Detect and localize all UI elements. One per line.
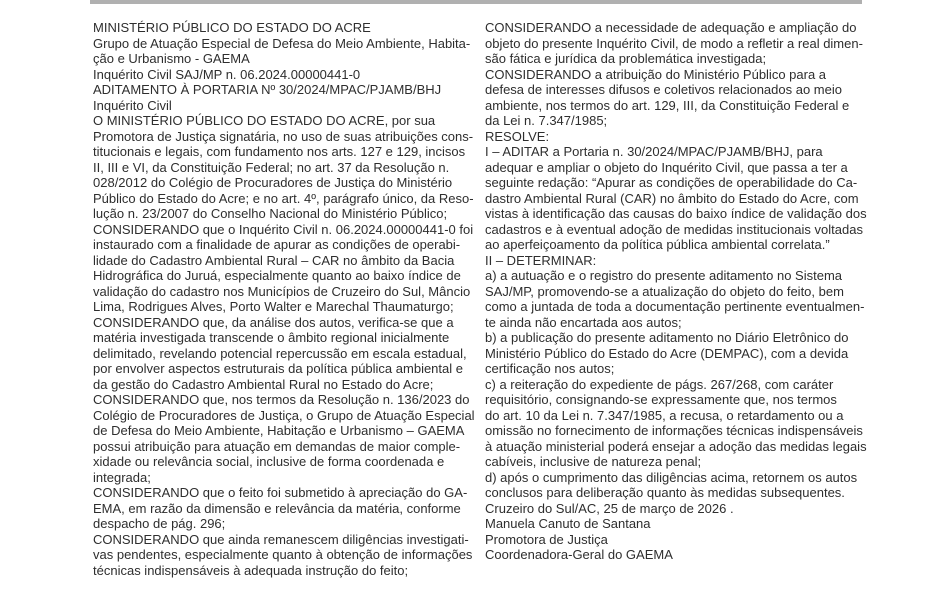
text-line: CONSIDERANDO que, da análise dos autos, verifica-se que a: [93, 314, 454, 330]
text-line: Lima, Rodrigues Alves, Porto Walter e Marechal Thaumaturgo;: [93, 299, 454, 314]
text-line: certificação nos autos;: [485, 361, 615, 376]
text-line: I – ADITAR a Portaria n. 30/2024/MPAC/PJAMB/BHJ, para: [485, 144, 823, 159]
text-line: do art. 10 da Lei n. 7.347/1985, a recusa, o retardamento ou a: [485, 407, 844, 423]
text-line: matéria investigada transcende o âmbito regional inicialmente: [93, 330, 450, 345]
text-line: CONSIDERANDO a atribuição do Ministério Público para a: [485, 66, 827, 82]
text-line: dastro Ambiental Rural (CAR) no âmbito do Estado do Acre, com: [485, 190, 859, 206]
text-line: EMA, em razão da dimensão e relevância da matéria, conforme: [93, 500, 461, 516]
text-line: CONSIDERANDO que o feito foi submetido à apreciação do GA-: [93, 485, 468, 500]
text-line: Promotora de Justiça: [485, 531, 608, 547]
text-line: cabíveis, inclusive de natureza penal;: [485, 454, 702, 469]
text-line: técnicas indispensáveis à adequada instrução do feito;: [93, 562, 409, 578]
text-line: RESOLVE:: [485, 128, 550, 144]
text-line: à atuação ministerial poderá ensejar a adoção das medidas legais: [485, 438, 867, 454]
text-line: seguinte redação: “Apurar as condições de operabilidade do Ca-: [485, 175, 858, 190]
text-line: CONSIDERANDO que, nos termos da Resolução n. 136/2023 do: [93, 392, 470, 407]
text-line: cadastros e à eventual adoção de medidas institucionais voltadas: [485, 221, 863, 237]
text-line: vistas à identificação das causas do baixo índice de validação dos: [485, 206, 867, 221]
text-line: a) a autuação e o registro do presente aditamento no Sistema: [485, 268, 842, 283]
text-line: ADITAMENTO À PORTARIA Nº 30/2024/MPAC/PJAMB/BHJ: [93, 82, 442, 97]
text-line: 028/2012 do Colégio de Procuradores de Justiça do Ministério: [93, 175, 453, 190]
text-line: Cruzeiro do Sul/AC, 25 de março de 2026 .: [485, 500, 734, 516]
text-line: O MINISTÉRIO PÚBLICO DO ESTADO DO ACRE, por sua: [93, 113, 436, 128]
document-column-right: [485, 20, 867, 563]
text-line: lução n. 23/2007 do Conselho Nacional do Ministério Público;: [93, 206, 448, 221]
text-line: requisitório, consignando-se expressamente que, nos termos: [485, 392, 837, 407]
text-line: SAJ/MP, promovendo-se a atualização do objeto do feito, bem: [485, 283, 844, 299]
text-line: ambiente, nos termos do art. 129, III, da Constituição Federal e: [485, 97, 850, 113]
text-line: CONSIDERANDO a necessidade de adequação e ampliação do: [485, 20, 857, 35]
text-line: Coordenadora-Geral do GAEMA: [485, 547, 673, 562]
text-line: conclusos para deliberação quanto às medidas subsequentes.: [485, 485, 845, 500]
text-line: lidade do Cadastro Ambiental Rural – CAR no âmbito da Bacia: [93, 252, 455, 268]
text-line: CONSIDERANDO que ainda remanescem diligências investigati-: [93, 531, 469, 547]
text-line: Público do Estado do Acre; e no art. 4º, parágrafo único, da Reso-: [93, 190, 474, 206]
text-line: instaurado com a finalidade de apurar as condições de operabi-: [93, 237, 461, 252]
text-line: Manuela Canuto de Santana: [485, 516, 651, 531]
text-line: integrada;: [93, 469, 151, 485]
text-line: vas pendentes, especialmente quanto à obtenção de informações: [93, 547, 473, 562]
text-line: defesa de interesses difusos e coletivos relacionados ao meio: [485, 82, 842, 97]
text-line: Promotora de Justiça signatária, no uso de suas atribuições cons-: [93, 128, 474, 144]
text-line: II – DETERMINAR:: [485, 252, 597, 268]
text-line: xidade ou relevância social, inclusive de forma coordenada e: [93, 454, 445, 469]
text-line: Colégio de Procuradores de Justiça, o Grupo de Atuação Especial: [93, 407, 475, 423]
text-line: omissão no fornecimento de informações técnicas indispensáveis: [485, 423, 863, 438]
text-line: Inquérito Civil SAJ/MP n. 06.2024.00000441-0: [93, 66, 361, 82]
text-line: da Lei n. 7.347/1985;: [485, 113, 608, 128]
text-line: MINISTÉRIO PÚBLICO DO ESTADO DO ACRE: [93, 20, 371, 35]
page-top-border: [90, 0, 862, 4]
text-line: delimitado, revelando potencial repercussão em escala estadual,: [93, 345, 467, 361]
text-line: Grupo de Atuação Especial de Defesa do Meio Ambiente, Habita-: [93, 35, 471, 51]
text-line: titucionais e legais, com fundamento nos arts. 127 e 129, incisos: [93, 144, 466, 159]
text-line: possui atribuição para atuação em demandas de maior comple-: [93, 438, 461, 454]
text-line: c) a reiteração do expediente de págs. 267/268, com caráter: [485, 376, 834, 392]
text-line: Inquérito Civil: [93, 97, 172, 113]
text-line: validação do cadastro nos Municípios de Cruzeiro do Sul, Mâncio: [93, 283, 471, 299]
text-line: despacho de pág. 296;: [93, 516, 226, 531]
text-line: II, III e VI, da Constituição Federal; no art. 37 da Resolução n.: [93, 159, 450, 175]
text-line: te ainda não encartada aos autos;: [485, 314, 682, 330]
text-line: como a juntada de toda a documentação pertinente eventualmen-: [485, 299, 865, 314]
text-line: Ministério Público do Estado do Acre (DEMPAC), com a devida: [485, 345, 849, 361]
text-line: da gestão do Cadastro Ambiental Rural no Estado do Acre;: [93, 376, 434, 392]
text-line: adequar e ampliar o objeto do Inquérito Civil, que passa a ter a: [485, 159, 848, 175]
text-line: ao aperfeiçoamento da política pública ambiental correlata.”: [485, 237, 830, 252]
document-column-left: [93, 20, 475, 578]
text-line: objeto do presente Inquérito Civil, de modo a refletir a real dimen-: [485, 35, 863, 51]
text-line: Hidrográfica do Juruá, especialmente quanto ao baixo índice de: [93, 268, 461, 283]
text-line: por envolver aspectos estruturais da política pública ambiental e: [93, 361, 463, 376]
text-line: CONSIDERANDO que o Inquérito Civil n. 06.2024.00000441-0 foi: [93, 221, 474, 237]
text-line: d) após o cumprimento das diligências acima, retornem os autos: [485, 469, 858, 485]
text-line: são fática e jurídica da problemática investigada;: [485, 51, 767, 66]
text-line: b) a publicação do presente aditamento no Diário Eletrônico do: [485, 330, 849, 345]
text-line: ção e Urbanismo - GAEMA: [93, 51, 250, 66]
text-line: de Defesa do Meio Ambiente, Habitação e Urbanismo – GAEMA: [93, 423, 465, 438]
